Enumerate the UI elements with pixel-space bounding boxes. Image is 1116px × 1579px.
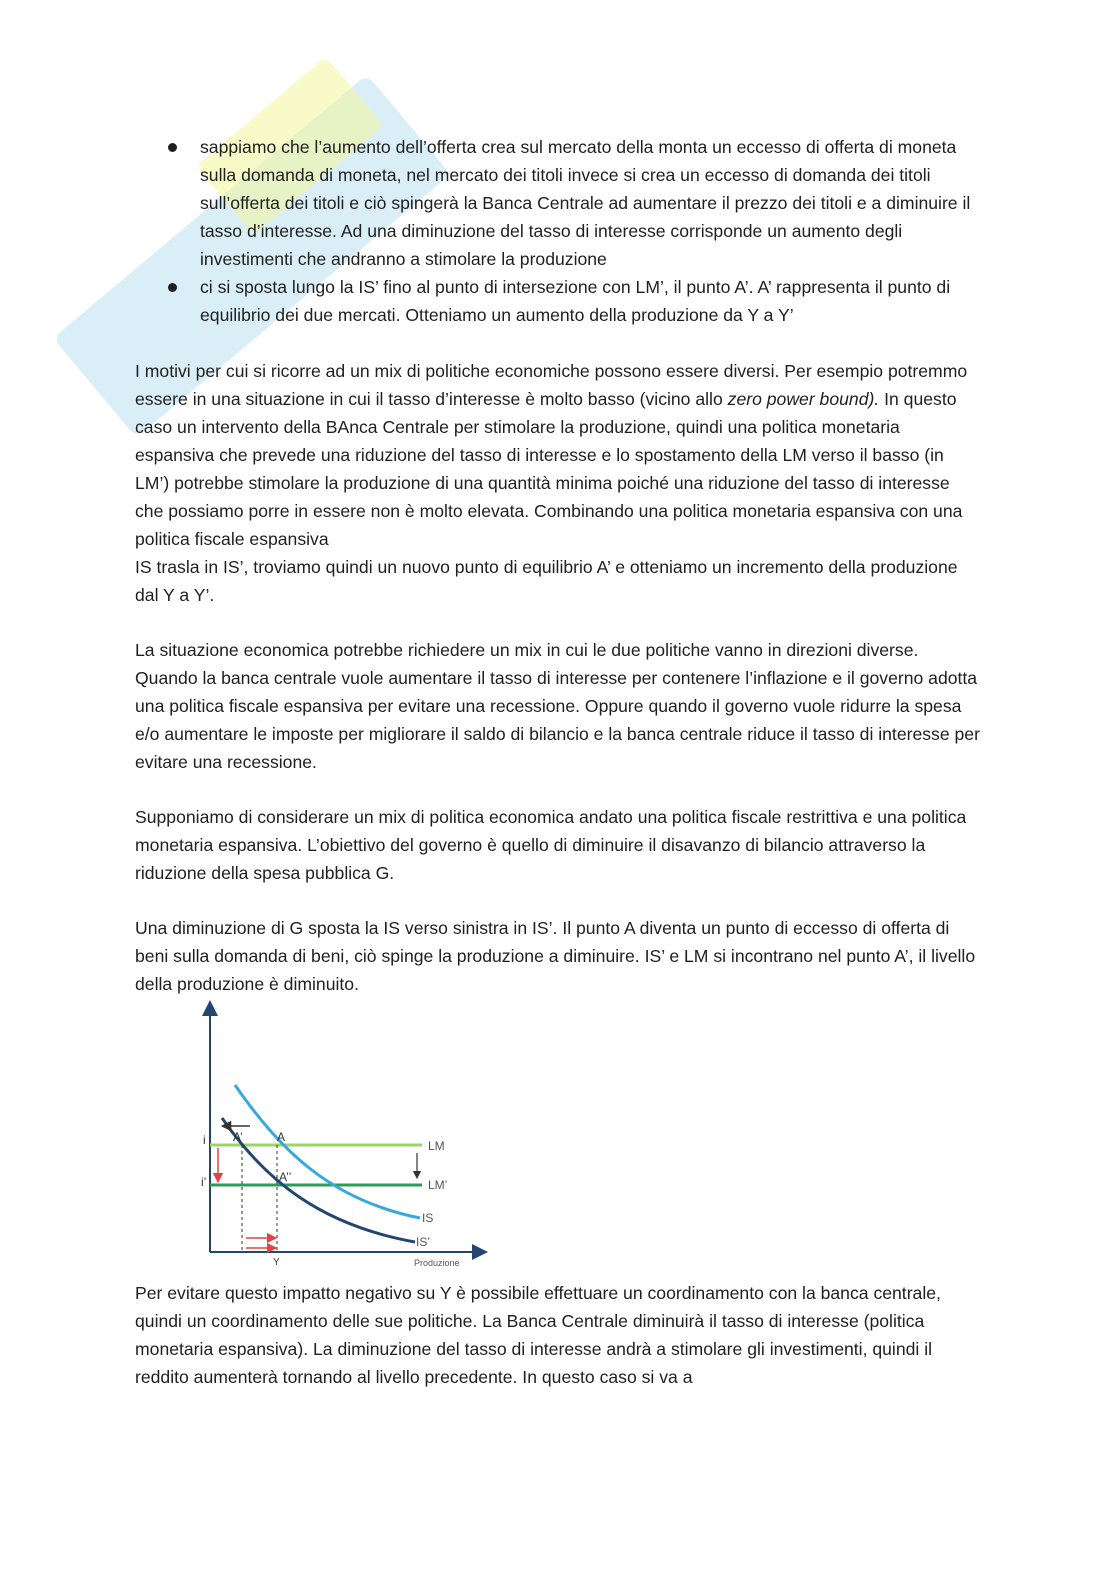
paragraph-restrictive-fiscal [135,803,980,887]
is-curve [235,1085,420,1218]
bullet-icon [168,143,177,152]
point-a1-label: A’ [233,1130,243,1144]
y-label-i: i [203,1133,206,1147]
paragraph-text: Una diminuzione di G sposta la IS verso sinistra in IS’. Il punto A diventa un punto di eccesso di offerta di beni sulla domanda di beni, ciò spinge la produzione a diminuire. IS’ e LM si incontrano nel punto A’, il livello della produzione è diminuito. [135,918,976,994]
text-run: In questo caso un intervento della BAnca Centrale per stimolare la produzione, quindi una politica monetaria espansiva che prevede una riduzione del tasso di interesse e lo spostamento della LM verso il basso (in LM’) potrebbe stimolare la produzione di una quantità minima poiché una riduzione del tasso di interesse che possiamo porre in essere non è molto elevata. Combinando una politica monetaria espansiva con una politica fiscale espansiva [135,389,963,549]
point-a2-label: A’’ [279,1170,292,1184]
is-lm-diagram [190,1000,490,1275]
bullet-icon [168,283,177,292]
paragraph-text: Per evitare questo impatto negativo su Y è possibile effettuare un coordinamento con la banca centrale, quindi un coordinamento delle sue politiche. La Banca Centrale diminuirà il tasso di interesse (politica monetaria espansiva). La diminuzione del tasso di interesse andrà a stimolare gli investimenti, quindi il reddito aumenterà tornando al livello precedente. In questo caso si va a [135,1283,941,1387]
paragraph-coordination [135,1279,980,1391]
list-item [160,273,980,329]
is2-curve [222,1118,415,1242]
emphasis-text: zero power bound). [727,389,880,409]
paragraph-text [135,357,980,553]
paragraph-text: La situazione economica potrebbe richiedere un mix in cui le due politiche vanno in direzioni diverse. Quando la banca centrale vuole aumentare il tasso di interesse per contenere l’inflazione e il governo adotta una politica fiscale espansiva per evitare una recessione. Oppure quando il governo vuole ridurre la spesa e/o aumentare le imposte per migliorare il saldo di bilancio e la banca centrale riduce il tasso di interesse per evitare una recessione. [135,640,980,772]
is-label: IS [422,1211,434,1225]
text-run: I motivi per cui si ricorre ad un mix di politiche economiche possono essere diversi. Per esempio potremmo essere in una situazione in cui il tasso d’interesse è molto basso (vicino allo [135,361,968,409]
y-label-i2: i’ [201,1175,207,1189]
list-item [160,133,980,273]
paragraph-text: IS trasla in IS’, troviamo quindi un nuovo punto di equilibrio A’ e otteniamo un incremento della produzione dal Y a Y’. [135,557,958,605]
paragraph-mix-reasons [135,357,980,609]
x-axis-label: Produzione [414,1258,460,1268]
paragraph-different-directions [135,636,980,776]
x-tick-y: Y [273,1257,280,1268]
list-item-text: sappiamo che l’aumento dell’offerta crea sul mercato della monta un eccesso di offerta di moneta sulla domanda di moneta, nel mercato dei titoli invece si crea un eccesso di domanda dei titoli sull’offerta dei titoli e ciò spingerà la Banca Centrale ad aumentare il prezzo dei titoli e a diminuire il tasso d’interesse. Ad una diminuzione del tasso di interesse corrisponde un aumento degli investimenti che andranno a stimolare la produzione [200,137,971,269]
bullet-list [160,133,980,329]
point-a-label: A [277,1130,286,1144]
lm-label: LM [428,1139,445,1153]
lm2-label: LM’ [428,1178,448,1192]
paragraph-g-decrease [135,914,980,998]
is2-label: IS’ [416,1235,431,1249]
list-item-text: ci si sposta lungo la IS’ fino al punto di intersezione con LM’, il punto A’. A’ rappresenta il punto di equilibrio dei due mercati. Otteniamo un aumento della produzione da Y a Y’ [200,277,951,325]
paragraph-text: Supponiamo di considerare un mix di politica economica andato una politica fiscale restrittiva e una politica monetaria espansiva. L’obiettivo del governo è quello di diminuire il disavanzo di bilancio attraverso la riduzione della spesa pubblica G. [135,807,967,883]
